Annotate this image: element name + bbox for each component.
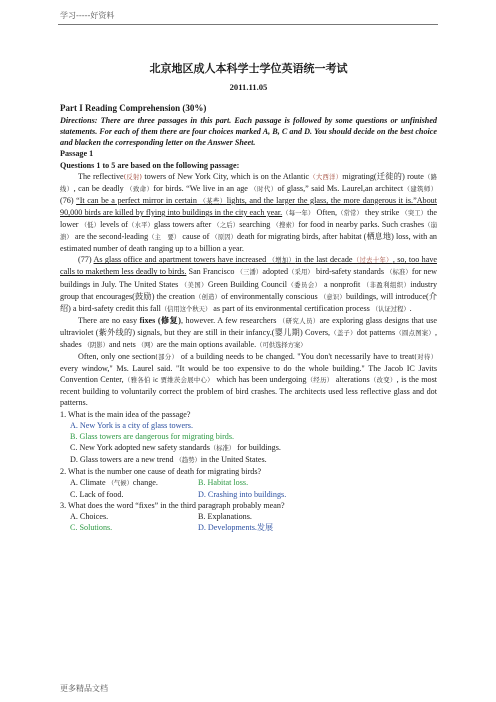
question-3: [60, 500, 437, 533]
header-divider: [58, 24, 438, 25]
option-b: B. Explanations.: [198, 512, 252, 522]
paragraph-3: There are no easy fixes (修复), however. A few researchers （研究人员）are exploring glass designs that use ultraviolet (紫外线的) signals, but they are still in their infancy.(婴儿期) Covers,（盖子）dot patterns（圆点图案）, shades （阴影）and nets （网）are the main options available.（可供选择方案）: [60, 315, 438, 349]
option-a: A. New York is a city of glass towers.: [70, 420, 193, 430]
option-d: D. Crashing into buildings.: [198, 490, 287, 500]
exam-title: 北京地区成人本科学士学位英语统一考试: [149, 62, 348, 75]
option-row: [60, 489, 437, 500]
option-row: [60, 477, 437, 489]
paragraph-4: Often, only one section(部分） of a building needs to be changed. "You don't necessarily have to treat(对待） every window," Ms. Laurel said. "It would be too expensive to do the whole building." The Jacob IC Javits Convention Center,（雅各伯 ic 贾维茨会展中心） which has been undergoing（经历） alterations（改变）, is the most recent building to voluntarily correct the problem of bird crashes. The architects used less reflective glass and dot patterns.: [60, 352, 438, 408]
page-header-text: 学习-----好资料: [60, 11, 115, 20]
option-row: [60, 522, 437, 533]
paragraph-2: (77) As glass office and apartment towers have increased （增加）in the last decade（过去十年）, so, too have calls to makethem less deadly to birds. San Francisco （三潘）adopted（采用） bird-safety standards （标准）for new buildings in July. The United States （美国）Green Building Council（委员会） a nonprofit （非盈利组织）industry group that encourages(鼓励) the creation（创造）of environmentally conscious （意识）buildings, will introduce(介绍) a bird-safety credit this fall（信用这个秋天） as part of its environmental certification process （认证过程）.: [60, 255, 438, 313]
option-c: C. Solutions.: [70, 523, 113, 533]
paragraph-1: The reflective(反射) towers of New York City, which is on the Atlantic（大西洋）migrating(迁徙的) route（路线）, can be deadly （致命）for birds. “We live in an age （时代）of glass,” said Ms. Laurel,an architect（建筑师） (76) “It can be a perfect mirror in certain （某些）lights, and the larger the glass, the more dangerous it is.”About 90,000 birds are killed by flying into buildings in the city each year.（每一年） Often,（常常） they strike （突工）the lower （低）levels of（水平）glass towers after （之后）searching （搜索）for food in nearby parks. Such crashes（崩溃） are the second-leading（主 要） cause of （原因）death for migrating birds, after habitat (栖息地) loss, with an estimated number of death ranging up to a billion a year.: [60, 171, 438, 254]
underlined-sentence-76: “It can be a perfect mirror in certain （某些）lights, and the larger the glass, the more dangerous it is.”: [76, 195, 417, 205]
option-c: C. New York adopted new safety standards（标准） for buildings.: [70, 442, 281, 452]
question-1: [60, 409, 437, 466]
question-stem: 3. What does the word “fixes” in the third paragraph probably mean?: [60, 501, 285, 511]
passage-label: Passage 1: [60, 149, 94, 159]
document-body: [60, 62, 437, 534]
questions-label: Questions 1 to 5 are based on the following passage:: [60, 160, 240, 170]
option-a: A. Climate （气候）change.: [70, 478, 158, 488]
option-b: B. Habitat loss.: [198, 478, 249, 488]
option-b: B. Glass towers are dangerous for migrating birds.: [70, 431, 235, 441]
directions: Directions: There are three passages in this part. Each passage is followed by some questions or unfinished statements. For each of them there are four choices marked A, B, C and D. You should decide on the best choice and blacken the corresponding letter on the Answer Sheet.: [60, 116, 437, 148]
question-stem: 1. What is the main idea of the passage?: [60, 409, 191, 419]
option-a: A. Choices.: [70, 512, 109, 522]
page-footer-text: 更多精品文档: [60, 684, 108, 693]
question-stem: 2. What is the number one cause of death for migrating birds?: [60, 467, 262, 476]
exam-date: 2011.11.05: [229, 82, 268, 92]
option-c: C. Lack of food.: [70, 490, 124, 500]
option-d: D. Glass towers are a new trend （趋势）in the United States.: [70, 454, 267, 464]
question-2: [60, 466, 437, 500]
underlined-sentence-77: As glass office and apartment towers have increased （增加）in the last decade（过去十年）, so, too have calls to makethem less deadly to birds.: [60, 255, 437, 277]
part-heading: Part I Reading Comprehension (30%): [60, 103, 207, 114]
option-d: D. Developments.发展: [198, 523, 274, 533]
option-row: [60, 511, 437, 522]
